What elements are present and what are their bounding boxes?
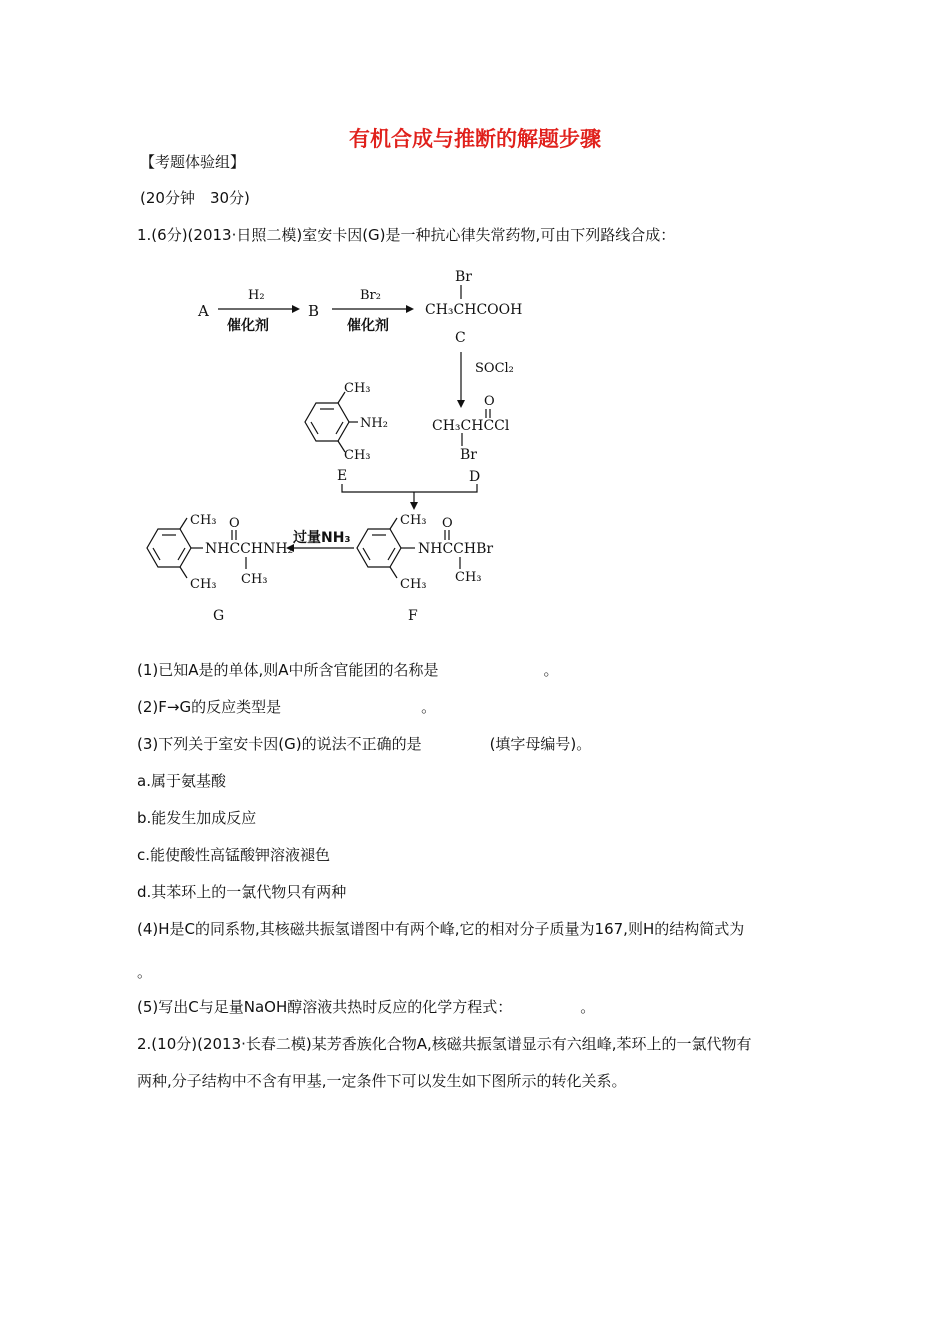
q1-part4: (4)H是C的同系物,其核磁共振氢谱图中有两个峰,它的相对分子质量为167,则H的结构简式为	[137, 920, 745, 938]
question-2-line1: 2.(10分)(2013·长春二模)某芳香族化合物A,核磁共振氢谱显示有六组峰,苯环上的一氯代物有	[137, 1035, 752, 1053]
svg-text:过量NH₃: 过量NH₃	[293, 530, 351, 546]
svg-text:CH₃: CH₃	[241, 572, 268, 587]
compound-f-formula: NHCCHBr	[418, 541, 494, 557]
q1-part1: (1)已知A是的单体,则A中所含官能团的名称是 。	[137, 661, 559, 679]
svg-text:CH₃: CH₃	[344, 381, 371, 396]
svg-text:CH₃: CH₃	[190, 577, 217, 592]
page-title: 有机合成与推断的解题步骤	[349, 127, 601, 151]
svg-text:O: O	[229, 516, 240, 531]
compound-g-label: G	[213, 608, 225, 624]
compound-c-formula: CH₃CHCOOH	[425, 302, 523, 318]
compound-a-label: A	[198, 302, 209, 320]
compound-f-label: F	[408, 608, 418, 624]
svg-text:CH₃: CH₃	[455, 570, 482, 585]
compound-g-formula: NHCCHNH₂	[205, 541, 294, 557]
svg-text:CH₃: CH₃	[190, 513, 217, 528]
svg-text:催化剂: 催化剂	[347, 318, 389, 334]
time-limit: (20分钟 30分)	[140, 189, 250, 207]
q1-part5: (5)写出C与足量NaOH醇溶液共热时反应的化学方程式： 。	[137, 998, 596, 1016]
svg-text:Br: Br	[455, 269, 472, 285]
compound-b-label: B	[308, 302, 320, 320]
option-b: b.能发生加成反应	[137, 809, 257, 827]
question-1-stem: 1.(6分)(2013·日照二模)室安卡因(G)是一种抗心律失常药物,可由下列路线合成：	[137, 226, 676, 244]
svg-text:CH₃: CH₃	[400, 577, 427, 592]
svg-text:SOCl₂: SOCl₂	[475, 361, 514, 376]
svg-text:O: O	[484, 394, 495, 409]
svg-text:O: O	[442, 516, 453, 531]
section-heading: 【考题体验组】	[140, 153, 246, 171]
q1-part4-end: 。	[137, 963, 153, 981]
svg-text:CH₃: CH₃	[400, 513, 427, 528]
svg-text:NH₂: NH₂	[360, 416, 388, 431]
compound-e-label: E	[337, 468, 348, 484]
question-2-line2: 两种,分子结构中不含有甲基,一定条件下可以发生如下图所示的转化关系。	[137, 1072, 627, 1090]
synthesis-scheme	[0, 0, 950, 640]
compound-d-label: D	[469, 469, 481, 485]
option-d: d.其苯环上的一氯代物只有两种	[137, 883, 347, 901]
compound-c-label: C	[455, 330, 466, 346]
svg-text:催化剂: 催化剂	[227, 318, 269, 334]
option-a: a.属于氨基酸	[137, 772, 226, 790]
q1-part3: (3)下列关于室安卡因(G)的说法不正确的是 (填字母编号)。	[137, 735, 592, 753]
compound-d-formula: CH₃CHCCl	[432, 418, 510, 434]
option-c: c.能使酸性高锰酸钾溶液褪色	[137, 846, 331, 864]
svg-text:Br₂: Br₂	[360, 288, 381, 303]
q1-part2: (2)F→G的反应类型是 。	[137, 698, 437, 716]
svg-text:Br: Br	[460, 447, 477, 463]
svg-text:CH₃: CH₃	[344, 448, 371, 463]
svg-text:H₂: H₂	[248, 288, 265, 303]
